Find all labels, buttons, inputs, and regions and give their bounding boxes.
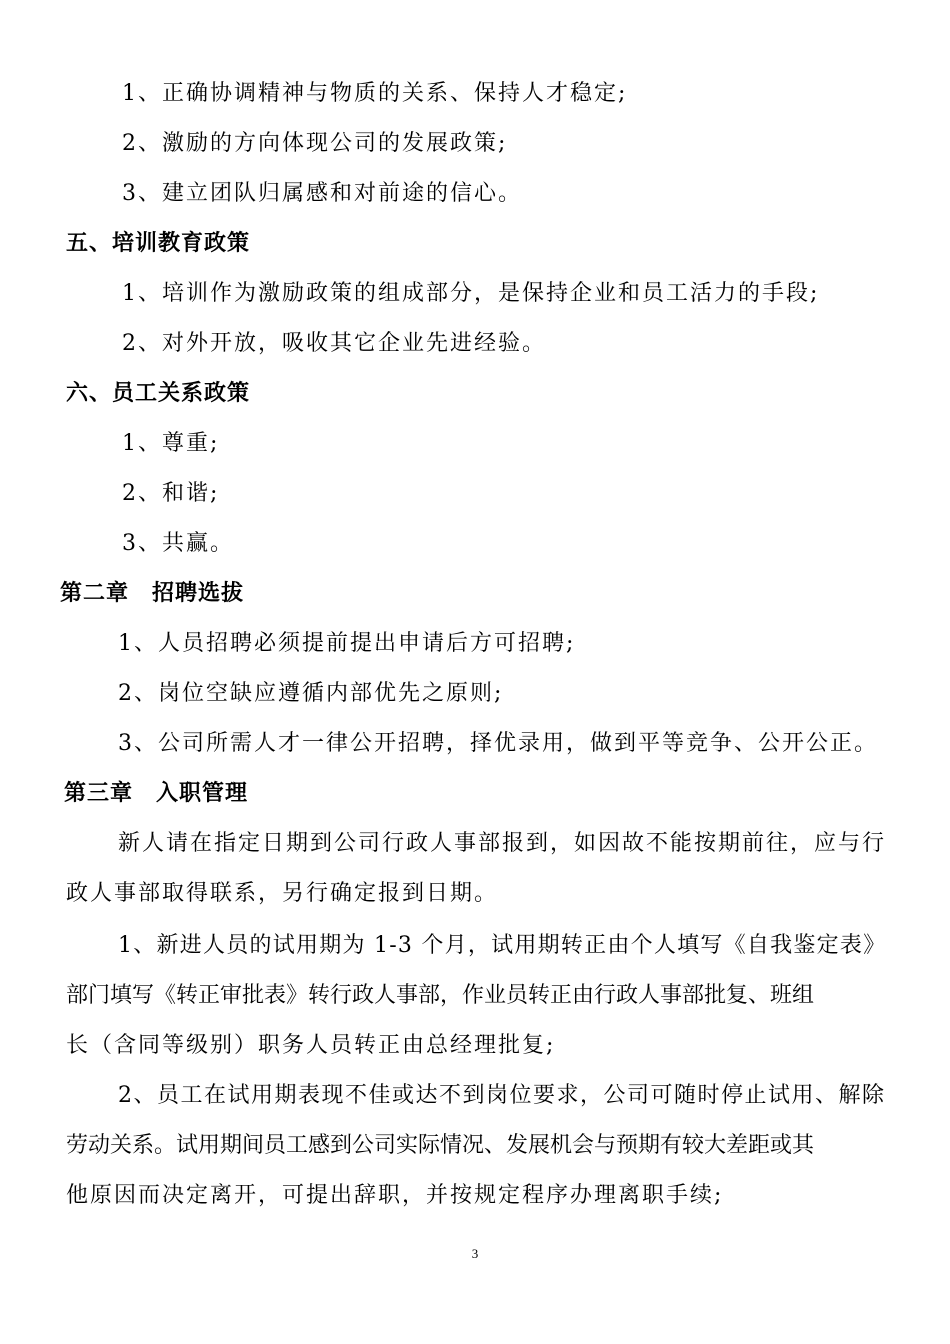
ch3-line-1: 新人请在指定日期到公司行政人事部报到，如因故不能按期前往，应与行 <box>118 831 887 856</box>
sec6-item-3: 3、共赢。 <box>122 531 234 556</box>
ch3-line-4: 部门填写《转正审批表》转行政人事部，作业员转正由行政人事部批复、班组 <box>66 983 815 1008</box>
sec5-item-1: 1、培训作为激励政策的组成部分，是保持企业和员工活力的手段; <box>122 281 820 306</box>
ch2-item-2: 2、岗位空缺应遵循内部优先之原则; <box>118 681 504 706</box>
ch3-line-2: 政人事部取得联系，另行确定报到日期。 <box>66 881 499 906</box>
ch3-line-8: 他原因而决定离开，可提出辞职，并按规定程序办理离职手续; <box>66 1183 724 1208</box>
ch2-item-3: 3、公司所需人才一律公开招聘，择优录用，做到平等竞争、公开公正。 <box>118 731 878 756</box>
sec6-item-1: 1、尊重; <box>122 431 220 456</box>
chapter3-heading: 第三章 入职管理 <box>64 781 249 806</box>
sec5-item-2: 2、对外开放，吸收其它企业先进经验。 <box>122 331 546 356</box>
sec4-item-3: 3、建立团队归属感和对前途的信心。 <box>122 181 522 206</box>
ch3-line-6: 2、员工在试用期表现不佳或达不到岗位要求，公司可随时停止试用、解除 <box>118 1083 886 1108</box>
sec6-heading: 六、员工关系政策 <box>66 381 251 406</box>
ch3-line-3: 1、新进人员的试用期为 1-3 个月，试用期转正由个人填写《自我鉴定表》 <box>118 933 887 958</box>
sec6-item-2: 2、和谐; <box>122 481 220 506</box>
page-number: 3 <box>471 1246 479 1261</box>
ch3-line-5: 长（含同等级别）职务人员转正由总经理批复; <box>66 1033 556 1058</box>
sec4-item-2: 2、激励的方向体现公司的发展政策; <box>122 131 508 156</box>
chapter2-heading: 第二章 招聘选拔 <box>60 581 245 606</box>
ch2-item-1: 1、人员招聘必须提前提出申请后方可招聘; <box>118 631 576 656</box>
sec4-item-1: 1、正确协调精神与物质的关系、保持人才稳定; <box>122 81 628 106</box>
sec5-heading: 五、培训教育政策 <box>66 231 251 256</box>
ch3-line-7: 劳动关系。试用期间员工感到公司实际情况、发展机会与预期有较大差距或其 <box>66 1133 815 1158</box>
